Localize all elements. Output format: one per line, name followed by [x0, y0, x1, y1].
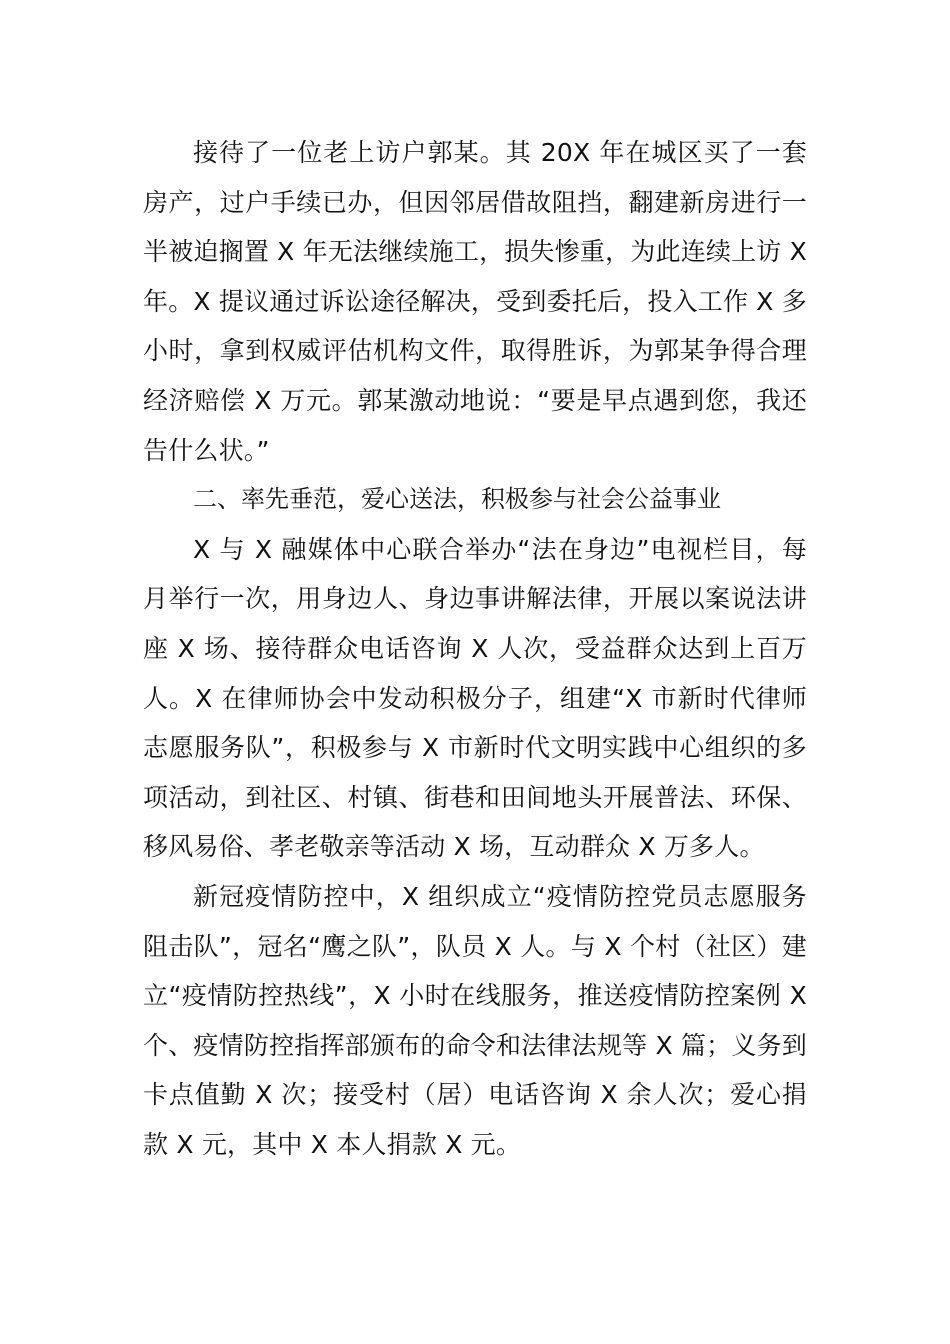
paragraph-media-program: X 与 X 融媒体中心联合举办“法在身边”电视栏目，每月举行一次，用身边人、身边事讲解法律，开展以案说法讲座 X 场、接待群众电话咨询 X 人次，受益群众达到上百万人。X 在律师协会中发动积极分子，组建“X 市新时代律师志愿服务队”，积极参与 X 市新时代文明实践中心组织的多项活动，到社区、村镇、街巷和田间地头开展普法、环保、移风易俗、孝老敬亲等活动 X 场，互动群众 X 万多人。: [143, 534, 807, 862]
paragraph-petitioner-case: 接待了一位老上访户郭某。其 20X 年在城区买了一套房产，过户手续已办，但因邻居借故阻挡，翻建新房进行一半被迫搁置 X 年无法继续施工，损失惨重，为此连续上访 X 年。X 提议通过诉讼途径解决，受到委托后，投入工作 X 多小时，拿到权威评估机构文件，取得胜诉，为郭某争得合理经济赔偿 X 万元。郭某激动地说：“要是早点遇到您，我还告什么状。”: [143, 138, 807, 465]
paragraph-epidemic-control: 新冠疫情防控中，X 组织成立“疫情防控党员志愿服务阻击队”，冠名“鹰之队”，队员 X 人。与 X 个村（社区）建立“疫情防控热线”，X 小时在线服务，推送疫情防控案例 X 个、疫情防控指挥部颁布的命令和法律法规等 X 篇；义务到卡点值勤 X 次；接受村（居）电话咨询 X 余人次；爱心捐款 X 元，其中 X 本人捐款 X 元。: [143, 881, 807, 1159]
document-page: [143, 128, 807, 1169]
section-heading: 二、率先垂范，爱心送法，积极参与社会公益事业: [193, 485, 721, 514]
